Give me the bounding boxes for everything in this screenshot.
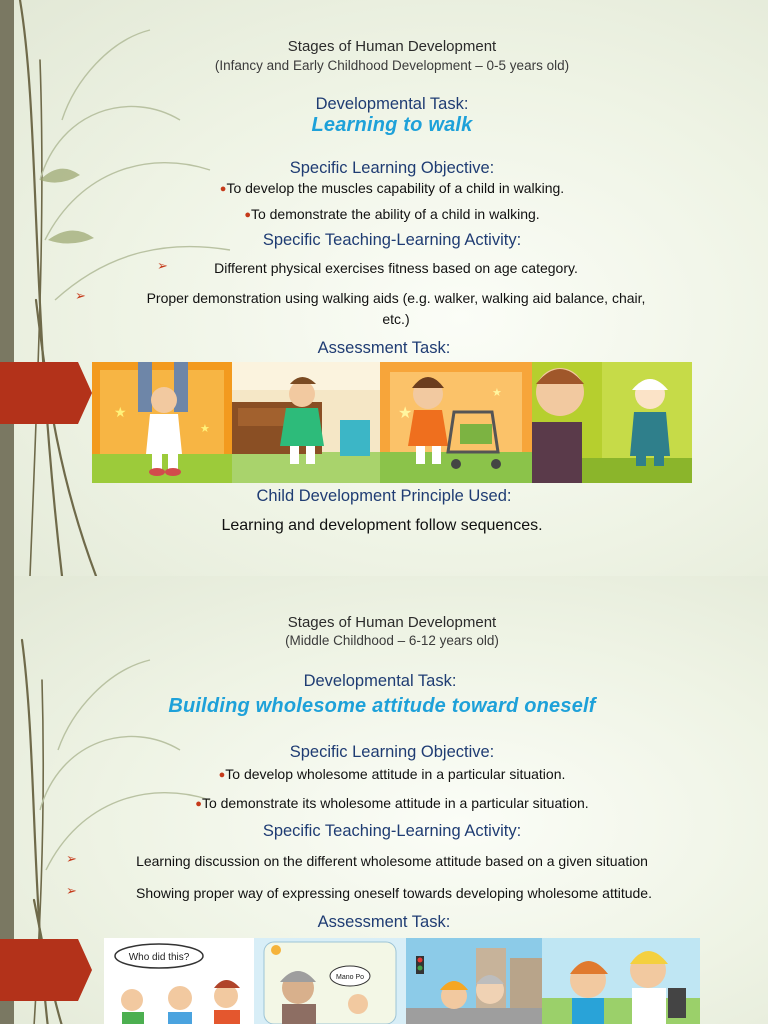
stage-subtitle: (Infancy and Early Childhood Development – 0-5 years old)	[214, 58, 570, 73]
illustration-child-with-walker	[380, 362, 532, 483]
arrow-bullet-icon: ➢	[75, 288, 86, 303]
activity-item: Different physical exercises fitness based on age category.	[214, 260, 578, 276]
red-arrow-tab	[0, 939, 92, 1001]
illustration-baby-walking-to-parent	[532, 362, 692, 483]
mano-po-text: Mano Po	[335, 974, 365, 981]
developmental-task-label: Developmental Task:	[303, 672, 457, 690]
objective-label: Specific Learning Objective:	[289, 743, 495, 761]
illustration-child-holding-furniture	[232, 362, 380, 483]
illustration-helping-elder-cross	[406, 938, 542, 1024]
svg-text:★: ★	[200, 423, 210, 435]
objective-item: ●To demonstrate its wholesome attitude in a particular situation.	[195, 795, 589, 811]
bullet-dot-icon: ●	[244, 209, 251, 221]
svg-text:★: ★	[398, 405, 413, 422]
illustration-who-did-this	[104, 938, 254, 1024]
activity-item: Learning discussion on the different wholesome attitude based on a given situation	[136, 853, 648, 869]
bullet-dot-icon: ●	[218, 769, 226, 781]
objective-item: ●To develop wholesome attitude in a particular situation.	[218, 766, 566, 782]
principle-label: Child Development Principle Used:	[256, 487, 512, 505]
bullet-dot-icon: ●	[195, 798, 202, 810]
assessment-label: Assessment Task:	[317, 339, 451, 357]
developmental-task: Building wholesome attitude toward oneself	[168, 695, 596, 717]
illustration-father-helping-child	[92, 362, 232, 483]
activity-label: Specific Teaching-Learning Activity:	[262, 231, 522, 249]
svg-text:★: ★	[114, 404, 127, 420]
stage-title: Stages of Human Development	[287, 38, 497, 55]
assessment-label: Assessment Task:	[317, 913, 451, 931]
arrow-bullet-icon: ➢	[66, 851, 77, 866]
activity-label: Specific Teaching-Learning Activity:	[262, 822, 522, 840]
objective-label: Specific Learning Objective:	[289, 159, 495, 177]
principle-text: Learning and development follow sequences.	[221, 517, 543, 534]
red-arrow-tab	[0, 362, 92, 424]
activity-item-continued: etc.)	[382, 311, 410, 327]
developmental-task: Learning to walk	[311, 114, 473, 136]
activity-item: Proper demonstration using walking aids (e.g. walker, walking aid balance, chair,	[146, 290, 646, 306]
objective-item: ●To demonstrate the ability of a child in walking.	[244, 206, 540, 222]
arrow-bullet-icon: ➢	[157, 258, 168, 273]
objective-item: ●To develop the muscles capability of a child in walking.	[219, 180, 565, 196]
illustration-friends-helping	[542, 938, 700, 1024]
arrow-bullet-icon: ➢	[66, 883, 77, 898]
bullet-dot-icon: ●	[219, 183, 227, 195]
illustration-mano-po	[254, 938, 406, 1024]
svg-text:★: ★	[492, 387, 502, 399]
developmental-task-label: Developmental Task:	[315, 95, 469, 113]
speech-bubble-text: Who did this?	[128, 952, 190, 963]
activity-item: Showing proper way of expressing oneself towards developing wholesome attitude.	[136, 885, 652, 901]
stage-title: Stages of Human Development	[287, 614, 497, 631]
stage-subtitle: (Middle Childhood – 6-12 years old)	[285, 633, 499, 648]
